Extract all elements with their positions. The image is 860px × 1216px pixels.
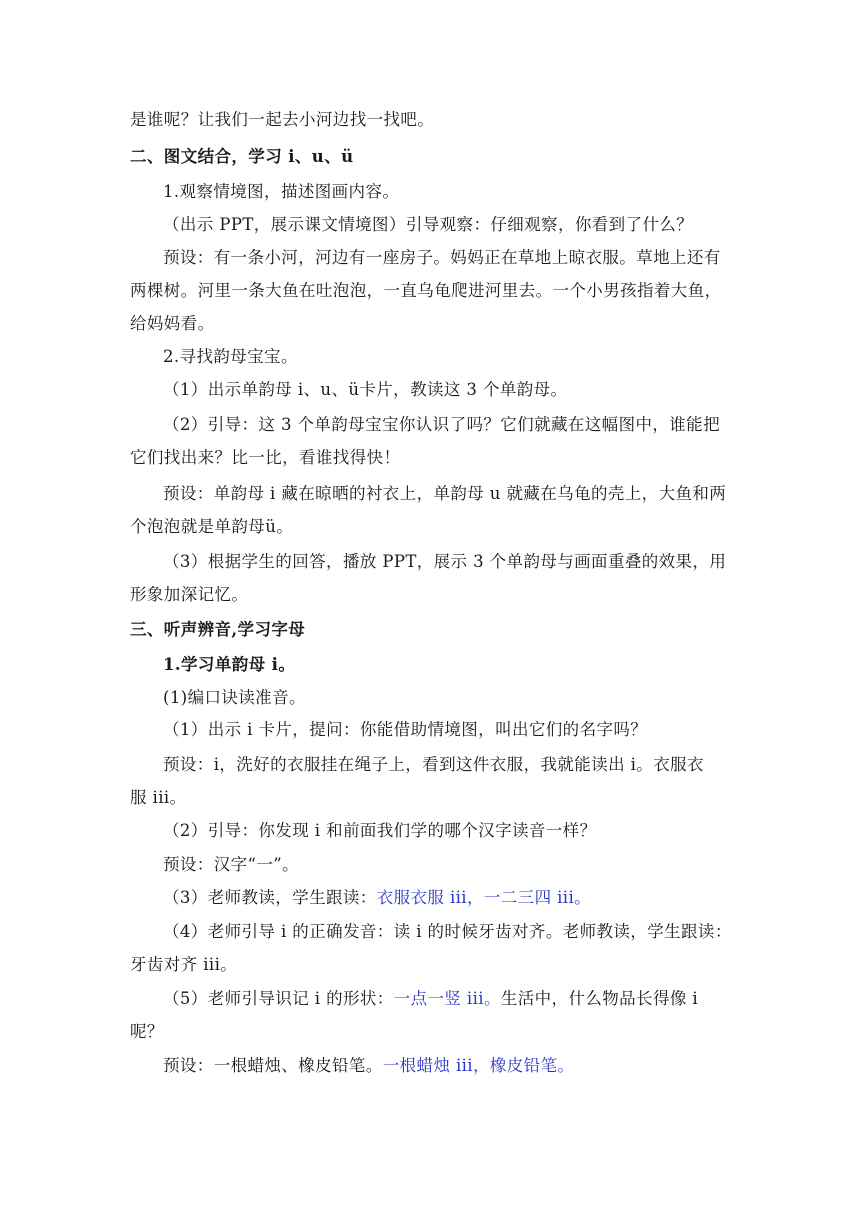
paragraph-line: 预设：汉字“一”。 xyxy=(163,855,299,874)
line-text: （3）老师教读，学生跟读： xyxy=(163,888,377,907)
paragraph-line: 预设：i，洗好的衣服挂在绳子上，看到这件衣服，我就能读出 i。衣服衣 xyxy=(163,755,704,774)
line-text: 生活中，什么物品长得像 i xyxy=(500,989,699,1008)
highlighted-text: 一根蜡烛 iii，橡皮铅笔。 xyxy=(382,1056,575,1075)
highlighted-text: 衣服衣服 iii，一二三四 iii。 xyxy=(376,888,592,907)
paragraph-line: 2.寻找韵母宝宝。 xyxy=(163,347,298,366)
paragraph-line: 给妈妈看。 xyxy=(130,314,215,333)
paragraph-line: 1.观察情境图，描述图画内容。 xyxy=(163,182,400,201)
paragraph-line: 服 iii。 xyxy=(130,788,187,807)
paragraph-line xyxy=(163,886,591,910)
paragraph-line: （4）老师引导 i 的正确发音：读 i 的时候牙齿对齐。老师教读，学生跟读： xyxy=(163,922,732,941)
line-text: （5）老师引导识记 i 的形状： xyxy=(163,989,394,1008)
paragraph-line: 呢？ xyxy=(130,1022,164,1041)
highlighted-text: 一点一竖 iii。 xyxy=(393,989,501,1008)
paragraph-line: 它们找出来？比一比，看谁找得快！ xyxy=(130,448,401,467)
paragraph-line: （出示 PPT，展示课文情境图）引导观察：仔细观察，你看到了什么？ xyxy=(163,215,694,234)
paragraph-line: 预设：有一条小河，河边有一座房子。妈妈正在草地上晾衣服。草地上还有 xyxy=(163,248,721,267)
paragraph-line: （2）引导：你发现 i 和前面我们学的哪个汉字读音一样？ xyxy=(163,821,597,840)
paragraph-line: （3）根据学生的回答，播放 PPT，展示 3 个单韵母与画面重叠的效果，用 xyxy=(163,552,727,571)
paragraph-line: 个泡泡就是单韵母ü。 xyxy=(130,517,294,536)
subsection-heading: 1.学习单韵母 i。 xyxy=(163,655,296,674)
paragraph-line: 两棵树。河里一条大鱼在吐泡泡，一直乌龟爬进河里去。一个小男孩指着大鱼， xyxy=(130,281,722,300)
line-text: 预设：一根蜡烛、橡皮铅笔。 xyxy=(163,1056,383,1075)
paragraph-line: 形象加深记忆。 xyxy=(130,585,249,604)
paragraph-line: （2）引导：这 3 个单韵母宝宝你认识了吗？它们就藏在这幅图中，谁能把 xyxy=(163,415,720,434)
paragraph-line xyxy=(163,987,698,1011)
paragraph-line: (1)编口诀读准音。 xyxy=(163,688,306,707)
paragraph-line: 预设：单韵母 i 藏在晾晒的衬衣上，单韵母 u 就藏在乌龟的壳上，大鱼和两 xyxy=(163,484,727,503)
paragraph-line xyxy=(163,1054,574,1078)
section-heading: 三、听声辨音,学习字母 xyxy=(130,620,306,639)
paragraph-line: （1）出示 i 卡片，提问：你能借助情境图，叫出它们的名字吗？ xyxy=(163,720,648,739)
section-heading: 二、图文结合，学习 i、u、ü xyxy=(130,147,354,166)
paragraph-line: 牙齿对齐 iii。 xyxy=(130,955,238,974)
paragraph-line: （1）出示单韵母 i、u、ü卡片，教读这 3 个单韵母。 xyxy=(163,380,568,399)
paragraph-line: 是谁呢？让我们一起去小河边找一找吧。 xyxy=(130,110,435,129)
